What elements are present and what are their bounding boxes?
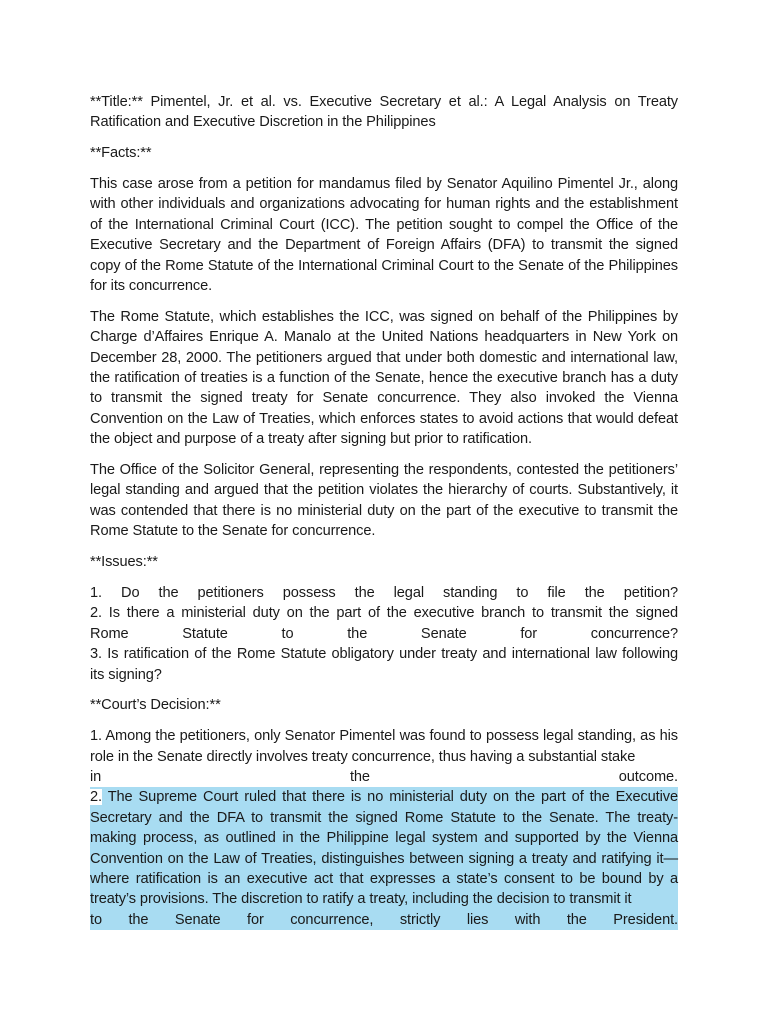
title-text-line-1: Pimentel, Jr. et al. vs. Executive Secretary et al.: A Legal Analysis on Treaty [142,94,678,110]
decision-2-last-line: to the Senate for concurrence, strictly lies with the President. [90,910,678,930]
title-line-1 [90,92,678,112]
decision-2-text: The Supreme Court ruled that there is no ministerial duty on the part of the Executive Secretary and the DFA to transmit the signed Rome Statute to the Senate. The treaty-making process, as outlined in the Philippine legal system and supported by the Vienna Convention on the Law of Treaties, distinguishes between signing a treaty and ratifying it—where ratification is an executive act that expresses a state’s consent to be bound by a treaty’s provisions. The discretion to ratify a treaty, including the decision to transmit it [90,789,678,908]
issues-list [90,583,678,685]
issue-2-line-2: Rome Statute to the Senate for concurrence? [90,625,678,642]
decision-1-last-line: in the outcome. [90,768,678,785]
document-body [90,92,678,941]
issue-2-line-1: 2. Is there a ministerial duty on the part of the executive branch to transmit the signed [90,605,678,622]
facts-paragraph-3: The Office of the Solicitor General, representing the respondents, contested the petitioners’ legal standing and argued that the petition violates the hierarchy of courts. Substantively, it was contended that there is no ministerial duty on the part of the executive to transmit the Rome Statute to the Senate for concurrence. [90,462,678,540]
decision-heading: **Court’s Decision:** [90,697,221,714]
facts-paragraph-1: This case arose from a petition for mandamus filed by Senator Aquilino Pimentel Jr., along with other individuals and organizations advocating for human rights and the establishment of the International Criminal Court (ICC). The petition sought to compel the Office of the Executive Secretary and the Department of Foreign Affairs (DFA) to transmit the signed copy of the Rome Statute of the International Criminal Court to the Senate of the Philippines for its concurrence. [90,176,678,295]
title-block [90,92,678,133]
issue-1: 1. Do the petitioners possess the legal standing to file the petition? [90,584,678,601]
decision-list [90,726,678,930]
facts-paragraph-2: The Rome Statute, which establishes the ICC, was signed on behalf of the Philippines by Charge d’Affaires Enrique A. Manalo at the United Nations headquarters in New York on December 28, 2000. The petitioners argued that under both domestic and international law, the ratification of treaties is a function of the Senate, hence the executive branch has a duty to transmit the signed treaty for Senate concurrence. They also invoked the Vienna Convention on the Law of Treaties, which enforces states to avoid actions that would defeat the object and purpose of a treaty after signing but prior to ratification. [90,308,678,448]
decision-1-text: 1. Among the petitioners, only Senator Pimentel was found to possess legal standing, as his role in the Senate directly involves treaty concurrence, thus having a substantial stake [90,728,678,765]
issue-3: 3. Is ratification of the Rome Statute obligatory under treaty and international law following its signing? [90,646,678,683]
title-prefix: **Title:** [90,94,143,110]
issues-heading: **Issues:** [90,554,158,571]
facts-heading: **Facts:** [90,145,152,162]
title-line-2: Ratification and Executive Discretion in the Philippines [90,114,436,131]
decision-2-highlighted [90,787,678,909]
decision-2-number: 2. [90,789,102,806]
